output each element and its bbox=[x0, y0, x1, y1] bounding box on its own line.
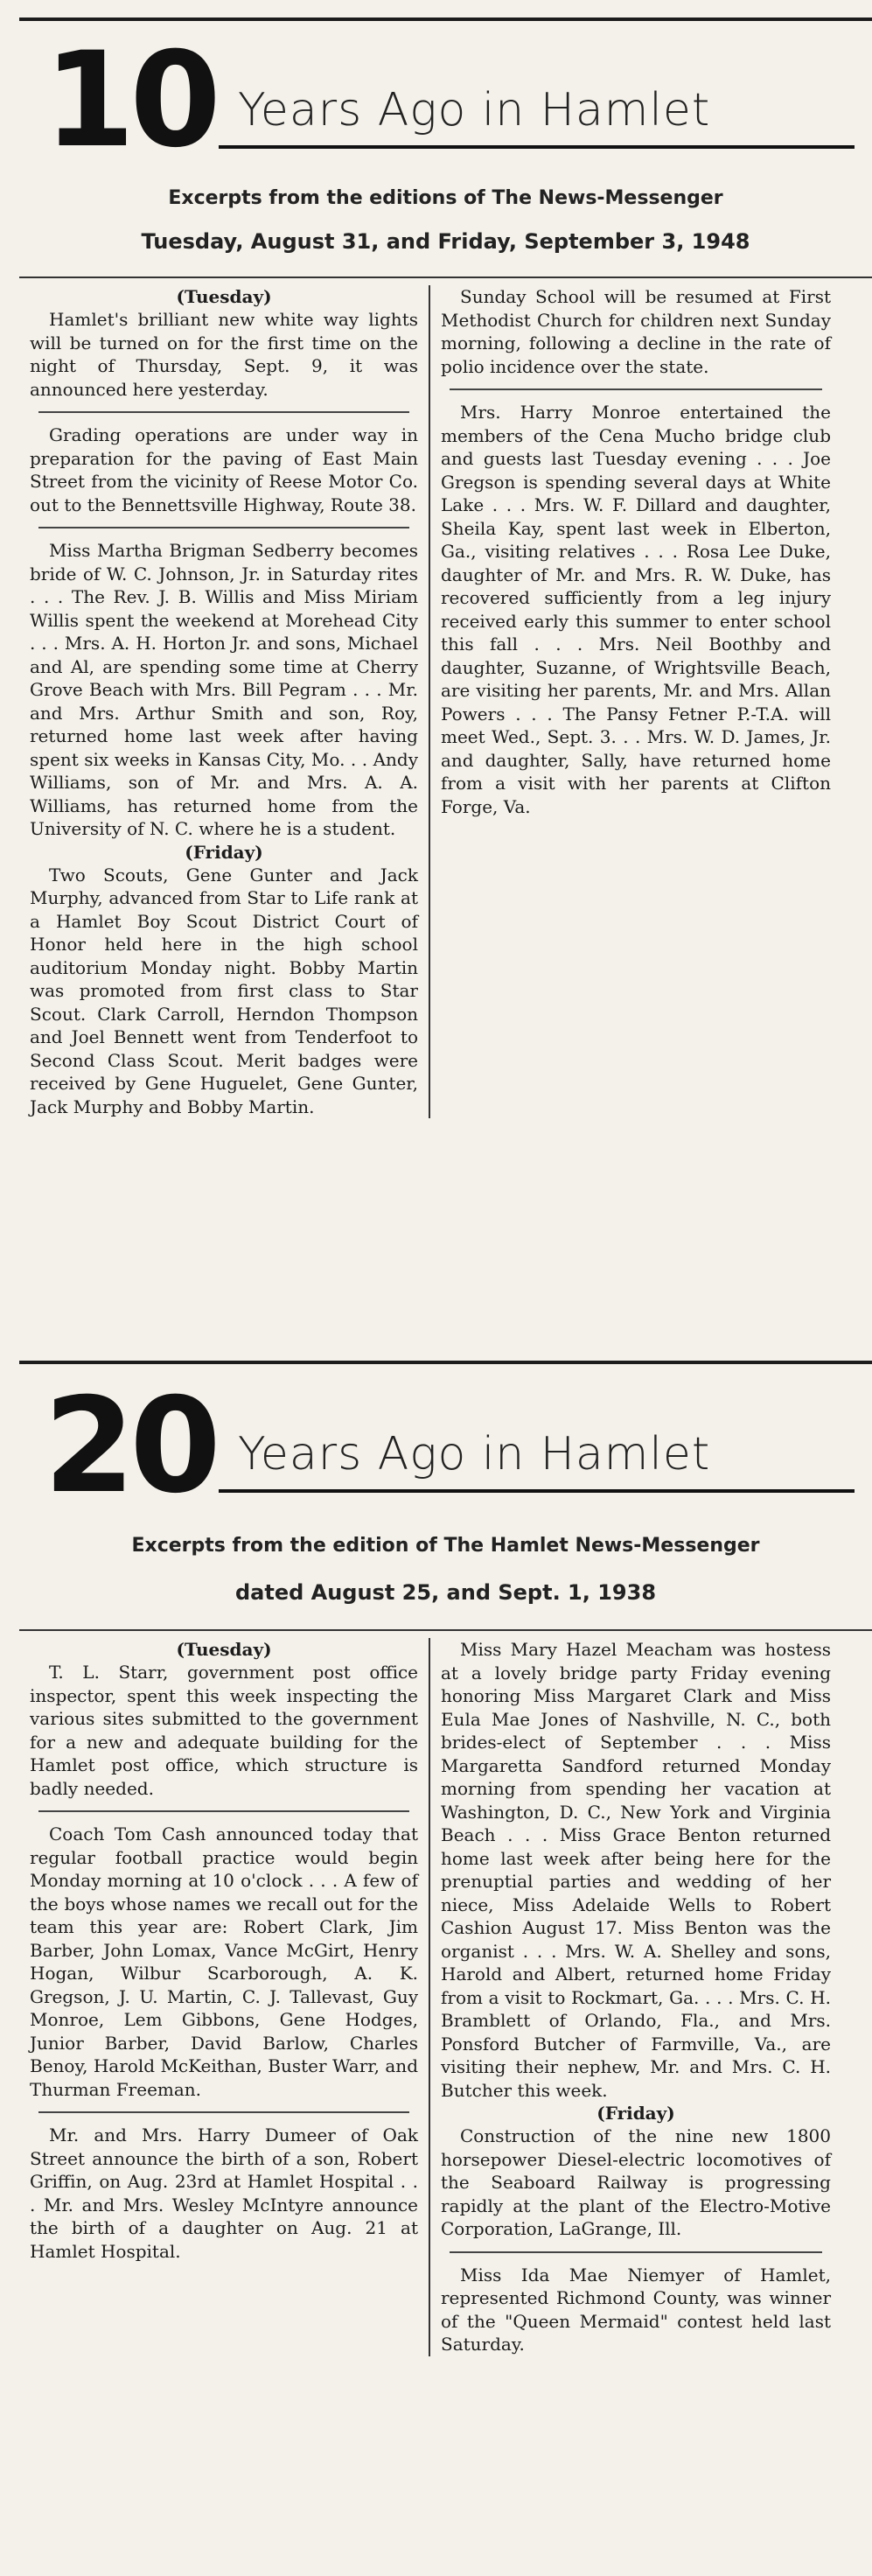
section-divider-rule bbox=[19, 1361, 872, 1364]
twenty-years-ago-section bbox=[19, 1367, 872, 2574]
friday-label: (Friday) bbox=[596, 2103, 675, 2124]
section-title: Years Ago in Hamlet bbox=[238, 1428, 711, 1480]
item-divider bbox=[38, 411, 409, 413]
article-paragraph: Two Scouts, Gene Gunter and Jack Murphy, advanced from Star to Life rank at a Hamlet Boy Scout District Court of Honor held here in the high school auditorium Monday night. Bobby Martin was promoted from first class to Star Scout. Clark Carroll, Herndon Thompson and Joel Bennett went from Tenderfoot to Second Class Scout. Merit badges were received by Gene Huguelet, Gene Gunter, Jack Murphy and Bobby Martin. bbox=[30, 864, 418, 1117]
top-rule bbox=[19, 18, 872, 21]
dateline-rule bbox=[19, 276, 872, 278]
article-paragraph: Mrs. Harry Monroe entertained the members of the Cena Mucho bridge club and guests last Tuesday evening . . . Joe Gregson is spending several days at White Lake . . . Mrs. W. F. Dillard and daughter, Sheila Kay, spent last week in Elberton, Ga., visiting relatives . . . Rosa Lee Duke, daughter of Mr. and Mrs. R. W. Duke, has recovered sufficiently from a leg injury received early this summer to enter school this fall . . . Mrs. Neil Boothby and daughter, Suzanne, of Wrightsville Beach, are visiting her parents, Mr. and Mrs. Allan Powers . . . The Pansy Fetner P.-T.A. will meet Wed., Sept. 3. . . Mrs. W. D. James, Jr. and daughter, Sally, have returned home from a visit with her parents at Clifton Forge, Va. bbox=[441, 402, 831, 817]
article-paragraph: Construction of the nine new 1800 horsepower Diesel-electric locomotives of the Seaboard Railway is progressing rapidly at the plant of the Electro-Motive Corporation, LaGrange, Ill. bbox=[441, 2125, 831, 2239]
dateline-rule bbox=[19, 1629, 872, 1631]
article-paragraph: Coach Tom Cash announced today that regular football practice would begin Monday morning at 10 o'clock . . . A few of the boys whose names we recall out for the team this year are: Robert Clark, Jim Barber, John Lomax, Vance McGirt, Henry Hogan, Wilbur Scarborough, A. K. Gregson, J. U. Martin, C. J. Tallevast, Guy Monroe, Lem Gibbons, Gene Hodges, Junior Barber, David Barlow, Charles Benoy, Harold McKeithan, Buster Warr, and Thurman Freeman. bbox=[30, 1824, 418, 2100]
tuesday-label: (Tuesday) bbox=[176, 286, 272, 307]
title-rule bbox=[219, 1489, 855, 1493]
masthead bbox=[19, 1367, 872, 1524]
item-divider bbox=[38, 1810, 409, 1812]
article-paragraph: Miss Mary Hazel Meacham was hostess at a lovely bridge party Friday evening honoring Miss Margaret Clark and Miss Eula Mae Jones of Nashville, N. C., both brides-elect of September . . . Miss Margaretta Sandford returned Monday morning from spending her vacation at Washington, D. C., New York and Virginia Beach . . . Miss Grace Benton returned home last week after being here for the prenuptial parties and wedding of her niece, Miss Adelaide Wells to Robert Cashion August 17. Miss Benton was the organist . . . Mrs. W. A. Shelley and sons, Harold and Albert, returned home Friday from a visit to Rockmart, Ga. . . . Mrs. C. H. Bramblett of Orlando, Fla., and Mrs. Ponsford Butcher of Farmville, Va., are visiting their nephew, Mr. and Mrs. C. H. Butcher this week. bbox=[441, 1639, 831, 2101]
newspaper-page bbox=[19, 0, 872, 2576]
section-title: Years Ago in Hamlet bbox=[238, 84, 711, 136]
title-rule bbox=[219, 145, 855, 149]
article-paragraph: T. L. Starr, government post office inspector, spent this week inspecting the various sites submitted to the government for a new and adequate building for the Hamlet post office, which structure is badly needed. bbox=[30, 1662, 418, 1799]
section-number: 20 bbox=[44, 1370, 216, 1522]
right-column bbox=[430, 1638, 841, 2356]
right-column bbox=[430, 285, 841, 1118]
left-column bbox=[19, 1638, 430, 2356]
section-subtitle: Excerpts from the editions of The News-Messenger bbox=[168, 187, 723, 209]
left-column bbox=[19, 285, 430, 1118]
item-divider bbox=[450, 2251, 822, 2253]
tuesday-label: (Tuesday) bbox=[176, 1639, 272, 1660]
section-dates: Tuesday, August 31, and Friday, September 3, 1948 bbox=[141, 229, 750, 254]
section-subtitle: Excerpts from the edition of The Hamlet News-Messenger bbox=[131, 1535, 760, 1557]
article-paragraph: Grading operations are under way in preparation for the paving of East Main Street from the vicinity of Reese Motor Co. out to the Bennettsville Highway, Route 38. bbox=[30, 424, 418, 515]
article-paragraph: Miss Ida Mae Niemyer of Hamlet, represented Richmond County, was winner of the "Queen Mermaid" contest held last Saturday. bbox=[441, 2264, 831, 2355]
article-columns bbox=[19, 1638, 872, 2356]
section-dates: dated August 25, and Sept. 1, 1938 bbox=[234, 1580, 657, 1605]
section-number: 10 bbox=[44, 24, 216, 177]
item-divider bbox=[38, 527, 409, 528]
friday-label: (Friday) bbox=[185, 841, 263, 863]
article-paragraph: Hamlet's brilliant new white way lights will be turned on for the first time on the night of Thursday, Sept. 9, it was announced here yesterday. bbox=[30, 309, 418, 400]
ten-years-ago-section bbox=[19, 23, 872, 1353]
item-divider bbox=[450, 388, 822, 390]
masthead bbox=[19, 23, 872, 180]
article-paragraph: Miss Martha Brigman Sedberry becomes bride of W. C. Johnson, Jr. in Saturday rites . . . The Rev. J. B. Willis and Miss Miriam Willis spent the weekend at Morehead City . . . Mrs. A. H. Horton Jr. and sons, Michael and Al, are spending some time at Cherry Grove Beach with Mrs. Bill Pegram . . . Mr. and Mrs. Arthur Smith and son, Roy, returned home last week after having spent six weeks in Kansas City, Mo. . . Andy Williams, son of Mr. and Mrs. A. A. Williams, has returned home from the University of N. C. where he is a student. bbox=[30, 540, 418, 839]
article-paragraph: Mr. and Mrs. Harry Dumeer of Oak Street announce the birth of a son, Robert Griffin, on Aug. 23rd at Hamlet Hospital . . . Mr. and Mrs. Wesley McIntyre announce the birth of a daughter on Aug. 21 at Hamlet Hospital. bbox=[30, 2124, 418, 2262]
item-divider bbox=[38, 2111, 409, 2113]
article-paragraph: Sunday School will be resumed at First Methodist Church for children next Sunday morning, following a decline in the rate of polio incidence over the state. bbox=[441, 286, 831, 377]
article-columns bbox=[19, 285, 872, 1118]
